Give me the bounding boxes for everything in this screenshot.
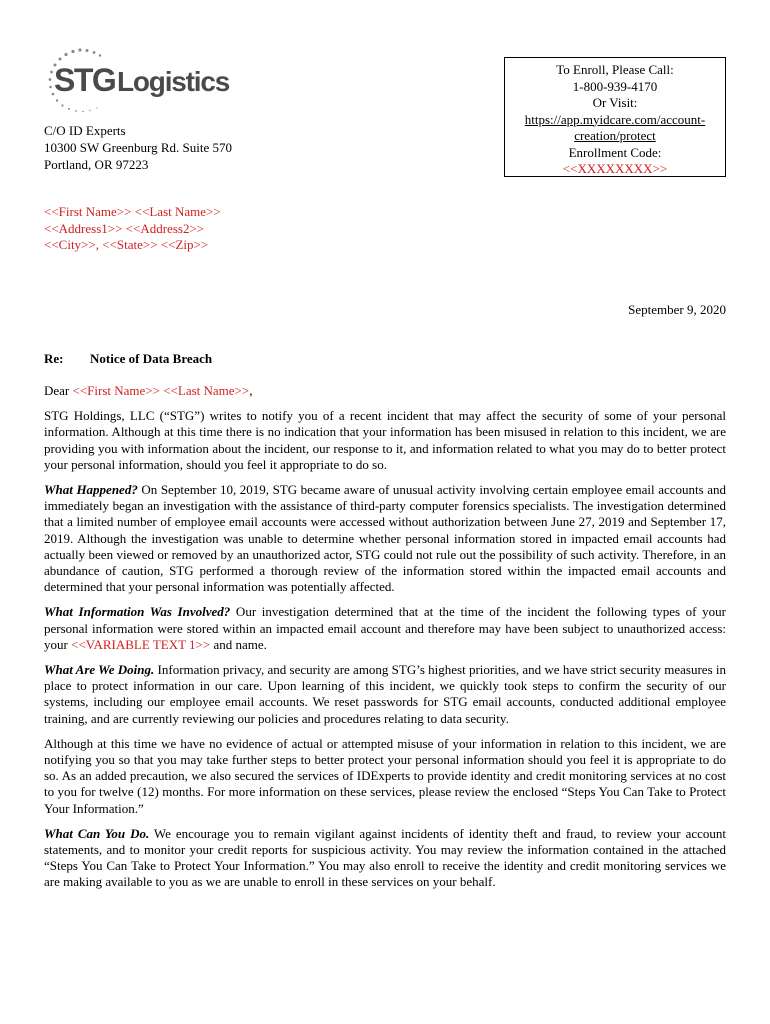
what-involved-text-end: and name. — [210, 636, 267, 652]
enroll-call-label: To Enroll, Please Call: — [556, 62, 674, 77]
enroll-visit-label: Or Visit: — [592, 95, 638, 110]
return-address — [44, 122, 232, 173]
what-doing-paragraph — [44, 662, 726, 727]
enroll-phone[interactable]: 1-800-939-4170 — [572, 78, 658, 94]
subject-line — [44, 351, 212, 367]
recipient-line: <<City>>, <<State>> <<Zip>> — [44, 237, 209, 252]
return-address-line: 10300 SW Greenburg Rd. Suite 570 — [44, 140, 233, 155]
what-doing-heading: What Are We Doing. — [44, 662, 155, 678]
subject-text: Notice of Data Breach — [90, 351, 213, 366]
subject-label: Re: — [44, 351, 64, 366]
logo-word: Logistics — [117, 66, 230, 97]
salutation-prefix: Dear — [44, 383, 73, 398]
enroll-url-line1[interactable]: https://app.myidcare.com/account- — [524, 111, 706, 127]
return-address-line: Portland, OR 97223 — [44, 157, 149, 172]
what-involved-heading: What Information Was Involved? — [44, 604, 231, 620]
letter-date: September 9, 2020 — [628, 302, 726, 317]
intro-paragraph: STG Holdings, LLC (“STG”) writes to notify you of a recent incident that may affect the security of some of your personal information. Although at this time there is no indication that your information has been misused in relation to this incident, we are providing you with information about the incident, our response to it, and information related to what you may do to better protect your personal information, should you feel it appropriate to do so. — [44, 408, 726, 472]
stg-logistics-logo-icon — [44, 44, 234, 119]
enrollment-box — [504, 57, 726, 177]
what-happened-paragraph — [44, 482, 726, 595]
salutation — [44, 383, 726, 399]
stg-logistics-logo — [44, 44, 234, 119]
recipient-line: <<Address1>> <<Address2>> — [44, 220, 205, 236]
what-involved-paragraph — [44, 604, 726, 653]
enroll-code-label: Enrollment Code: — [568, 144, 662, 160]
no-evidence-paragraph: Although at this time we have no evidence of actual or attempted misuse of your information in relation to this incident, we are notifying you so that you may take further steps to better protect your personal information should you feel it is appropriate to do so. As an added precaution, we also secured the services of IDExperts to provide identity and credit monitoring services at no cost to you for twelve (12) months. For more information on these services, please review the enclosed “Steps You Can Take to Protect Your Information.” — [44, 735, 726, 816]
what-doing-text: Information privacy, and security are among STG’s highest priorities, and we have strict security measures in place to protect information in our care. Upon learning of this incident, we quickly took steps to confirm the security of our systems, including our employee email accounts. We reset passwords for STG email accounts, conducted additional employee training, and are currently reviewing our policies and procedures relating to data security. — [44, 662, 726, 726]
salutation-name: <<First Name>> <<Last Name>> — [72, 383, 250, 398]
what-happened-heading: What Happened? — [44, 482, 138, 498]
salutation-suffix: , — [249, 383, 253, 398]
recipient-address — [44, 204, 221, 254]
what-involved-text: Our investigation determined that at the time of the incident the following types of your personal information were stored within an impacted email account and therefore may have been subject to unauthorized access: your — [44, 604, 726, 652]
enroll-url-line2[interactable]: creation/protect — [574, 128, 656, 143]
what-can-you-do-paragraph — [44, 826, 726, 891]
what-happened-text: On September 10, 2019, STG became aware of unusual activity involving certain employee email accounts and immediately began an investigation with the assistance of third-party computer forensics specialists. The investigation determined that a limited number of employee email accounts were accessed without authorization between June 27, 2019 and September 17, 2019. Although the investigation was unable to determine whether personal information stored in impacted email accounts had actually been viewed or removed by an unauthorized actor, STG could not rule out the possibility of such activity. Therefore, in an abundance of caution, STG performed a thorough review of the information stored within the impacted email accounts and determined that your personal information was potentially affected. — [44, 482, 726, 595]
return-address-line: C/O ID Experts — [44, 123, 126, 138]
recipient-line: <<First Name>> <<Last Name>> — [44, 204, 221, 219]
variable-text: <<VARIABLE TEXT 1>> — [71, 636, 211, 652]
enroll-code-value: <<XXXXXXXX>> — [562, 161, 668, 176]
what-can-you-do-text: We encourage you to remain vigilant against incidents of identity theft and fraud, to review your account statements, and to monitor your credit reports for suspicious activity. You may review the information contained in the attached “Steps You Can Take to Protect Your Information.” You may also enroll to receive the identity and credit monitoring services we are making available to you as we are unable to enroll in these services on your behalf. — [44, 825, 726, 890]
what-can-you-do-heading: What Can You Do. — [44, 825, 150, 841]
logo-brand: STG — [54, 62, 116, 98]
letter-body — [44, 383, 726, 900]
